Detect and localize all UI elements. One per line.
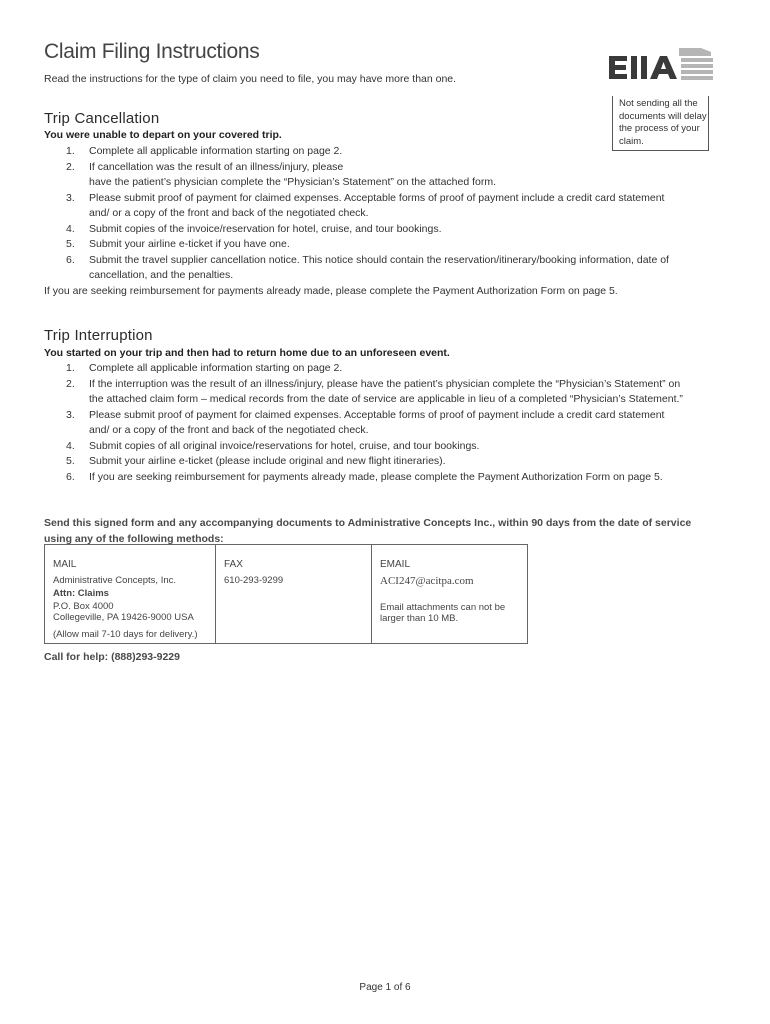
intro-text: Read the instructions for the type of claim you need to file, you may have more than one. <box>44 73 457 85</box>
section-heading-interruption: Trip Interruption <box>44 327 153 344</box>
list-item: 1. Complete all applicable information starting on page 2. <box>66 145 343 157</box>
interruption-list <box>44 361 694 485</box>
logo-letters <box>609 56 677 79</box>
email-header: EMAIL <box>380 559 411 570</box>
send-instructions: Send this signed form and any accompanying documents to Administrative Concepts Inc., within 90 days from the date of service using any of the following methods: <box>44 517 692 545</box>
warning-note: Not sending all the documents will delay the process of your claim. <box>612 96 709 151</box>
mail-delivery-note: (Allow mail 7-10 days for delivery.) <box>53 629 198 640</box>
mail-cell <box>45 545 216 644</box>
mail-city: Collegeville, PA 19426-9000 USA <box>53 612 194 623</box>
cancellation-footer-note: If you are seeking reimbursement for payments already made, please complete the Payment Authorization Form on page 5. <box>44 285 618 297</box>
logo-bars-icon <box>679 48 713 80</box>
mail-header: MAIL <box>53 559 77 570</box>
list-item: 5. Submit your airline e-ticket if you have one. <box>66 238 290 250</box>
list-item: 6. Submit the travel supplier cancellation notice. This notice should contain the reservation/itinerary/booking information, date of cancellation, and the penalties. <box>66 253 669 281</box>
list-item: 3. Please submit proof of payment for claimed expenses. Acceptable forms of proof of payment include a credit card statement and/ or a copy of the front and back of the negotiated check. <box>66 191 665 219</box>
page-title: Claim Filing Instructions <box>44 40 260 63</box>
mail-company: Administrative Concepts, Inc. <box>53 575 177 586</box>
section-subheading-cancellation: You were unable to depart on your covered trip. <box>44 129 282 141</box>
list-item: 2. If cancellation was the result of an illness/injury, please have the patient’s physician complete the “Physician’s Statement” on the attached form. <box>66 160 497 188</box>
fax-cell <box>216 545 372 644</box>
email-note: Email attachments can not be larger than 10 MB. <box>380 602 506 624</box>
section-heading-cancellation: Trip Cancellation <box>44 110 160 127</box>
section-subheading-interruption: You started on your trip and then had to return home due to an unforeseen event. <box>44 347 450 359</box>
fax-number: 610-293-9299 <box>224 575 284 586</box>
list-item: 5. Submit your airline e-ticket (please include original and new flight itineraries). <box>66 455 446 467</box>
email-address[interactable]: ACI247@acitpa.com <box>380 575 474 587</box>
list-item: 2. If the interruption was the result of an illness/injury, please have the patient’s physician complete the “Physician’s Statement” on the attached claim form – medical records from the date of service are applicable in lieu of a completed “Physician’s Statement.” <box>66 377 683 405</box>
list-item: 6. If you are seeking reimbursement for payments already made, please complete the Payment Authorization Form on page 5. <box>66 470 663 483</box>
cancellation-list <box>44 144 694 284</box>
help-phone: Call for help: (888)293-9229 <box>44 651 180 663</box>
mail-po-box: P.O. Box 4000 <box>53 601 114 612</box>
list-item: 4. Submit copies of all original invoice/reservations for hotel, cruise, and tour bookings. <box>66 439 480 452</box>
email-cell <box>372 545 528 644</box>
fax-header: FAX <box>224 559 243 570</box>
mail-attn: Attn: Claims <box>53 588 109 599</box>
list-item: 4. Submit copies of the invoice/reservation for hotel, cruise, and tour bookings. <box>66 222 442 235</box>
list-item: 3. Please submit proof of payment for claimed expenses. Acceptable forms of proof of payment include a credit card statement and/ or a copy of the front and back of the negotiated check. <box>66 408 665 436</box>
submission-methods-table <box>44 544 528 644</box>
page-number: Page 1 of 6 <box>359 982 411 993</box>
list-item: 1. Complete all applicable information starting on page 2. <box>66 362 343 374</box>
eiia-logo <box>607 44 717 84</box>
